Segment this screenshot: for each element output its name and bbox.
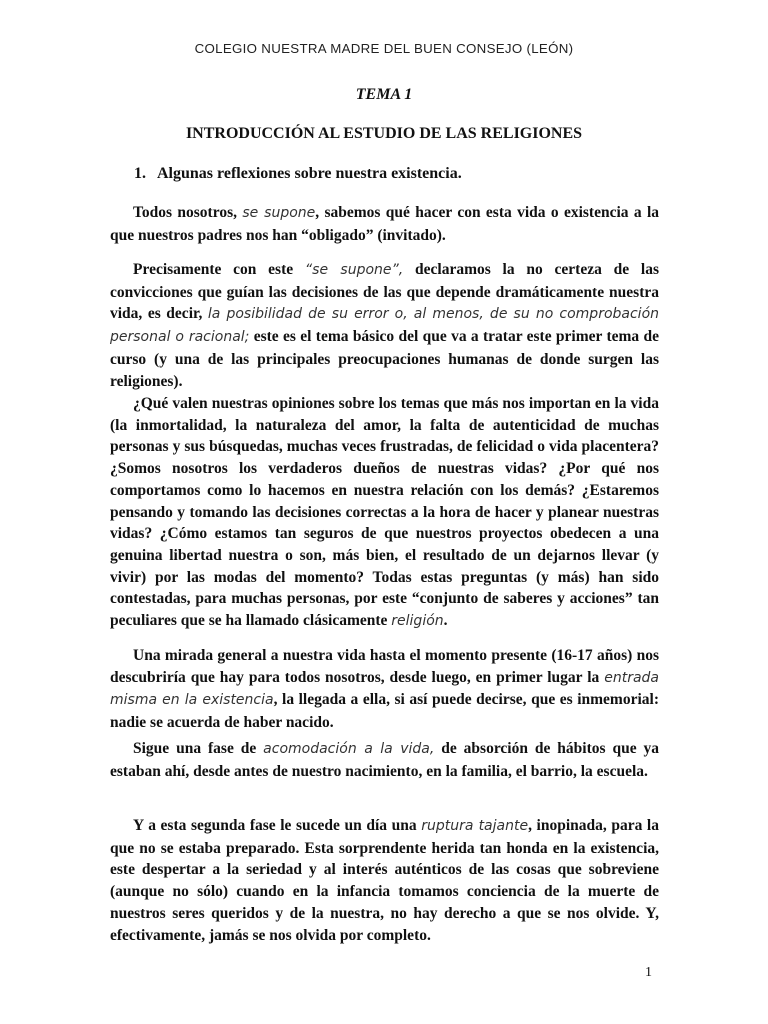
p6-text-b: , inopinada, para la que no se estaba preparado. Esta sorprendente herida tan honda en la existencia, este despertar a la seriedad y al interés auténticos de las cosas que sobreviene (aunque no sólo) cuando en la infancia tomamos conciencia de la muerte de nuestros seres queridos y de la nuestra, no hay derecho a que se nos olvide. Y, efectivamente, jamás se nos olvida por completo. <box>110 817 659 944</box>
p2-text-a: Precisamente con este <box>133 261 305 278</box>
section-text: Algunas reflexiones sobre nuestra existencia. <box>157 165 462 182</box>
paragraph-2 <box>110 259 659 392</box>
paragraph-6 <box>110 815 659 946</box>
p3-text-b: . <box>443 612 448 630</box>
p1-text-b: , sabemos qué hacer con esta vida o existencia a la que nuestros padres nos han “obligado” (invitado). <box>110 204 660 244</box>
p1-text-a: Todos nosotros, <box>133 204 243 221</box>
page-title: INTRODUCCIÓN AL ESTUDIO DE LAS RELIGIONES <box>185 125 583 142</box>
p2-emphasis-1: “se supone”, <box>304 262 404 278</box>
paragraph-4 <box>110 645 659 734</box>
paragraph-3 <box>110 393 659 633</box>
p6-emphasis: ruptura tajante <box>421 818 529 834</box>
p4-text-b: , la llegada a ella, si así puede decirse, que es inmemorial: nadie se acuerda de haber nacido. <box>110 691 659 732</box>
p5-emphasis: acomodación a la vida, <box>263 741 435 757</box>
section-heading <box>134 165 462 183</box>
p2-text-b: declaramos la no certeza de las convicciones que guían las decisiones de las que depende dramáticamente nuestra vida, es decir, <box>110 261 659 323</box>
paragraph-5 <box>110 738 659 782</box>
p5-text-b: de absorción de hábitos que ya estaban ahí, desde antes de nuestro nacimiento, en la familia, el barrio, la escuela. <box>110 740 660 780</box>
p1-emphasis: se supone <box>242 205 316 221</box>
p3-emphasis: religión <box>391 613 444 630</box>
p2-emphasis-2: la posibilidad de su error o, al menos, de su no comprobación personal o racional; <box>110 306 660 346</box>
p5-text-a: Sigue una fase de <box>133 740 264 757</box>
paragraph-1 <box>110 202 659 246</box>
p4-emphasis: entrada misma en la existencia <box>110 669 659 709</box>
p2-text-c: este es el tema básico del que va a tratar este primer tema de curso (y una de las principales preocupaciones humanas de donde surgen las religiones). <box>110 328 659 390</box>
page-header: COLEGIO NUESTRA MADRE DEL BUEN CONSEJO (LEÓN) <box>194 41 574 56</box>
section-number: 1. <box>134 165 146 182</box>
p6-text-a: Y a esta segunda fase le sucede un día una <box>133 817 422 834</box>
lesson-label: TEMA 1 <box>355 86 413 103</box>
p3-text-a: ¿Qué valen nuestras opiniones sobre los temas que más nos importan en la vida (la inmortalidad, la naturaleza del amor, la falta de autenticidad de muchas personas y sus búsquedas, muchas veces frustradas, de felicidad o vida placentera? ¿Somos nosotros los verdaderos dueños de nuestras vidas? ¿Por qué nos comportamos como lo hacemos en nuestra relación con los demás? ¿Estaremos pensando y tomando las decisiones correctas a la hora de hacer y planear nuestras vidas? ¿Cómo estamos tan seguros de que nuestros proyectos obedecen a una genuina libertad nuestra o son, más bien, el resultado de un dejarnos llevar (y vivir) por las modas del momento? Todas estas preguntas (y más) han sido contestadas, para muchas personas, por este “conjunto de saberes y acciones” tan peculiares que se ha llamado clásicamente <box>110 395 659 630</box>
page-number: 1 <box>645 965 652 980</box>
p4-text-a: Una mirada general a nuestra vida hasta el momento presente (16-17 años) nos descubriría que hay para todos nosotros, desde luego, en primer lugar la <box>110 647 659 686</box>
